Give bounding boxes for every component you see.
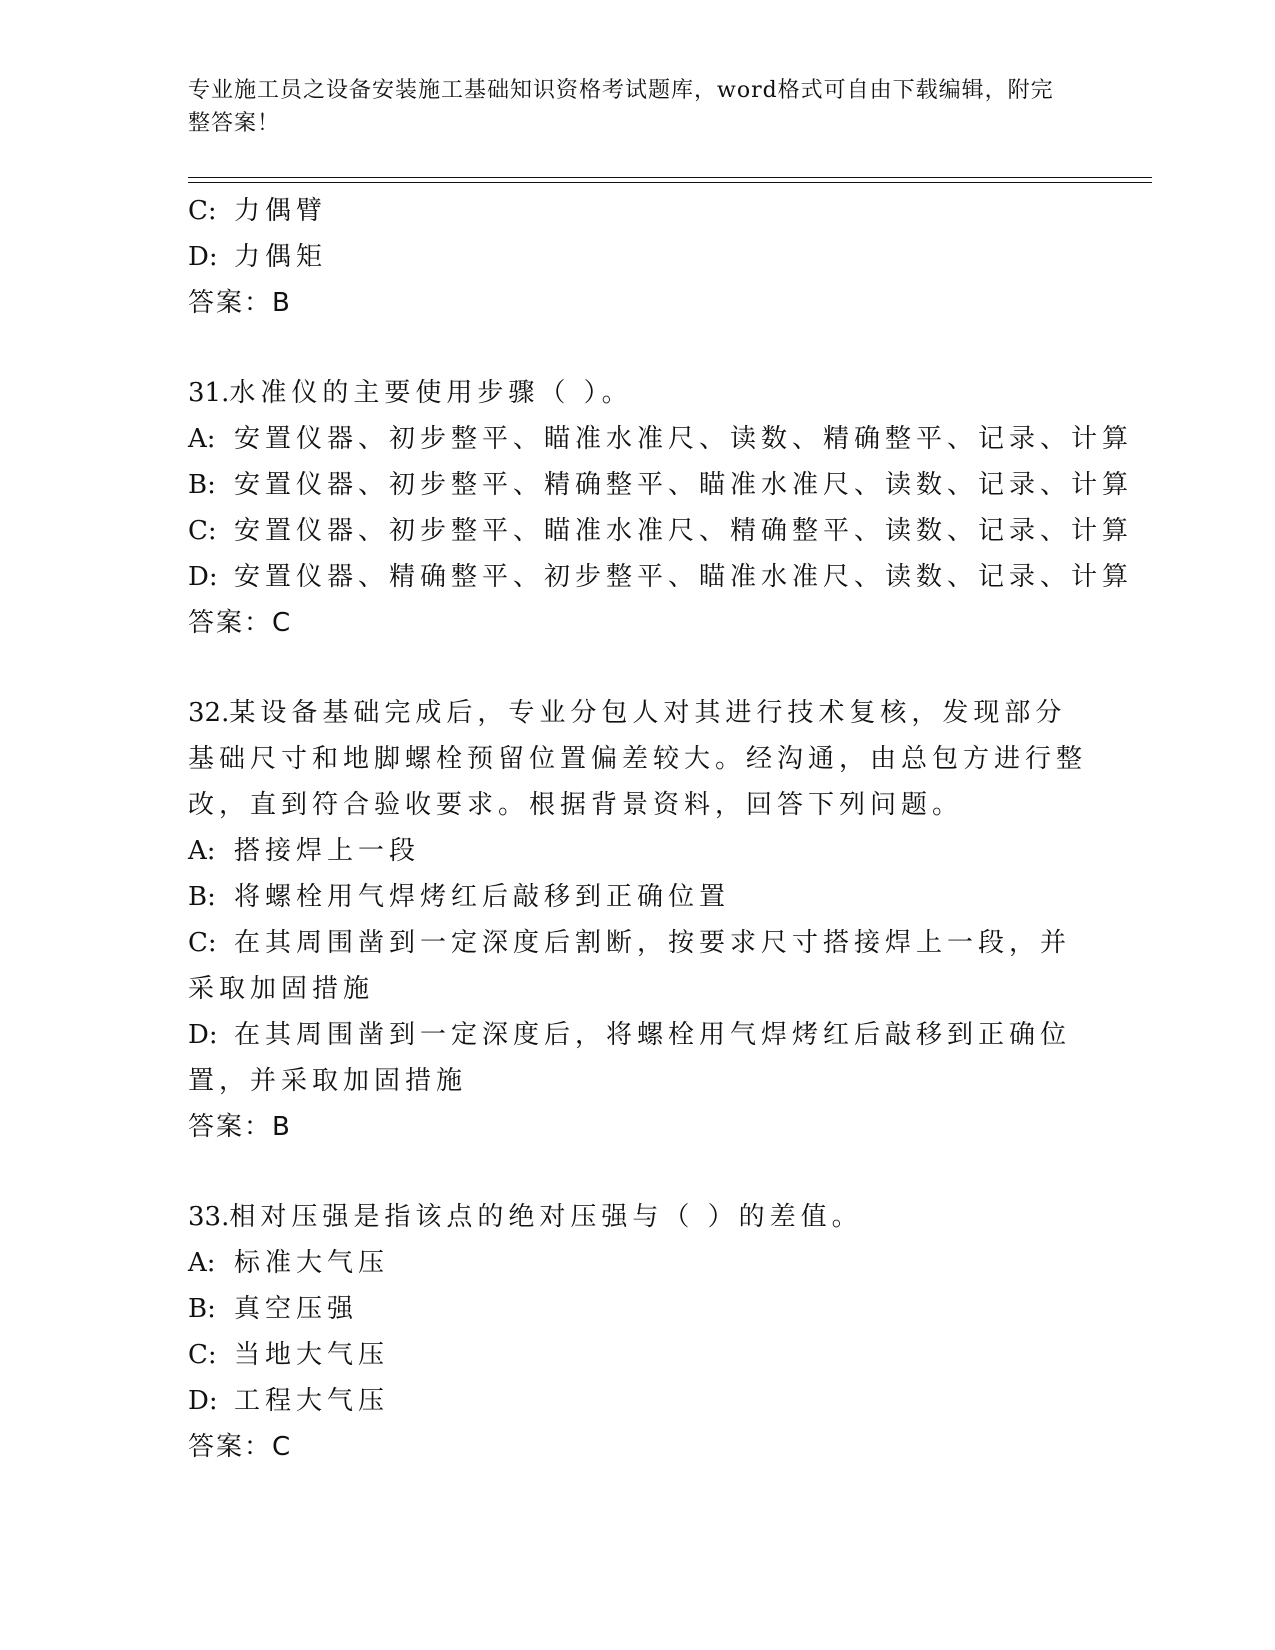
page-header <box>188 74 1068 140</box>
option-letter: D: <box>188 1386 218 1416</box>
option-item <box>188 1286 1088 1332</box>
continued-question <box>188 188 1088 326</box>
option-letter: B: <box>188 1294 216 1324</box>
option-item <box>188 920 1088 1012</box>
header-divider-bottom <box>188 182 1152 183</box>
option-text: 当地大气压 <box>234 1340 390 1370</box>
option-text: 安置仪器、初步整平、精确整平、瞄准水准尺、读数、记录、计算 <box>234 470 1134 500</box>
option-text: 安置仪器、精确整平、初步整平、瞄准水准尺、读数、记录、计算 <box>234 562 1134 592</box>
option-item <box>188 188 1088 234</box>
option-item <box>188 874 1088 920</box>
option-letter: A: <box>188 424 216 454</box>
option-text: 在其周围凿到一定深度后，将螺栓用气焊烤红后敲移到正确位置，并采取加固措施 <box>188 1020 1072 1096</box>
option-text: 真空压强 <box>234 1294 359 1324</box>
question-text: 相对压强是指该点的绝对压强与（ ）的差值。 <box>229 1202 863 1232</box>
option-letter: B: <box>188 882 216 912</box>
question-text: 水准仪的主要使用步骤（ ）。 <box>229 378 633 408</box>
question-item <box>188 370 1134 646</box>
option-item <box>188 508 1134 554</box>
option-item <box>188 1240 1088 1286</box>
option-letter: B: <box>188 470 216 500</box>
option-item <box>188 1332 1088 1378</box>
option-letter: C: <box>188 1340 217 1370</box>
option-item <box>188 1012 1088 1104</box>
option-letter: C: <box>188 516 217 546</box>
option-text: 力偶臂 <box>234 196 328 226</box>
question-item <box>188 690 1088 1150</box>
question-number: 32. <box>188 698 230 728</box>
answer-line: 答案：C <box>188 1432 293 1462</box>
question-stem <box>188 370 1088 416</box>
option-letter: D: <box>188 242 218 272</box>
option-letter: C: <box>188 196 217 226</box>
answer-line: 答案：B <box>188 288 292 318</box>
option-text: 将螺栓用气焊烤红后敲移到正确位置 <box>234 882 731 912</box>
option-letter: A: <box>188 836 216 866</box>
option-item <box>188 416 1134 462</box>
option-item <box>188 828 1088 874</box>
option-item <box>188 1378 1088 1424</box>
header-text: 专业施工员之设备安装施工基础知识资格考试题库，word格式可自由下载编辑，附完整答案！ <box>188 78 1054 136</box>
option-text: 安置仪器、初步整平、瞄准水准尺、读数、精确整平、记录、计算 <box>234 424 1134 454</box>
option-item <box>188 462 1134 508</box>
option-text: 在其周围凿到一定深度后割断，按要求尺寸搭接焊上一段，并采取加固措施 <box>188 928 1072 1004</box>
question-item <box>188 1194 1088 1470</box>
option-item <box>188 234 1088 280</box>
option-letter: D: <box>188 1020 218 1050</box>
option-text: 标准大气压 <box>234 1248 390 1278</box>
option-text: 安置仪器、初步整平、瞄准水准尺、精确整平、读数、记录、计算 <box>234 516 1134 546</box>
option-text: 力偶矩 <box>234 242 328 272</box>
question-number: 33. <box>188 1202 230 1232</box>
option-letter: C: <box>188 928 217 958</box>
answer-line: 答案：B <box>188 1112 292 1142</box>
option-item <box>188 554 1134 600</box>
option-text: 工程大气压 <box>234 1386 390 1416</box>
question-number: 31. <box>188 378 230 408</box>
question-text: 某设备基础完成后，专业分包人对其进行技术复核，发现部分基础尺寸和地脚螺栓预留位置偏差较大。经沟通，由总包方进行整改，直到符合验收要求。根据背景资料，回答下列问题。 <box>188 698 1088 820</box>
answer-line: 答案：C <box>188 608 293 638</box>
option-text: 搭接焊上一段 <box>234 836 421 866</box>
question-stem <box>188 1194 1088 1240</box>
option-letter: A: <box>188 1248 216 1278</box>
header-divider-top <box>188 177 1152 178</box>
question-stem <box>188 690 1088 828</box>
option-letter: D: <box>188 562 218 592</box>
question-content <box>188 188 1134 1470</box>
